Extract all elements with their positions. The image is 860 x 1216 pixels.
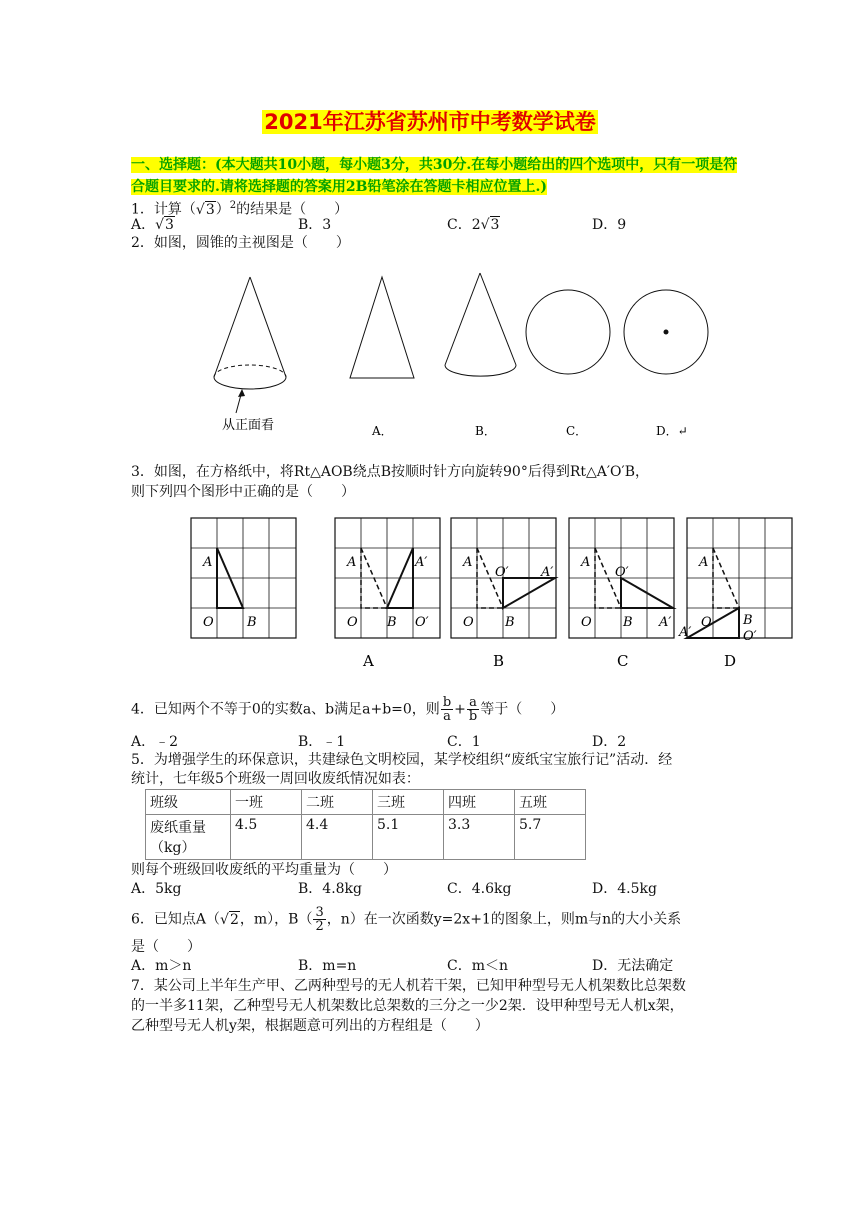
question-5-line2: 统计，七年级5个班级一周回收废纸情况如表： xyxy=(131,771,420,787)
q4-option-a: A．﹣2 xyxy=(131,734,179,750)
table-cell: 班级 xyxy=(146,790,231,815)
question-3-line1: 3．如图，在方格纸中，将Rt△AOB绕点B按顺时针方向旋转90°后得到Rt△A′O′B， xyxy=(131,464,649,480)
point-b-label: B xyxy=(387,615,397,630)
q3-fig-label-b: B xyxy=(493,652,505,670)
point-a-label: A xyxy=(581,555,591,570)
point-b-label: B xyxy=(623,615,633,630)
table-cell: 3.3 xyxy=(444,815,515,860)
table-cell: 4.4 xyxy=(302,815,373,860)
point-a1-label: A′ xyxy=(541,565,554,580)
point-o1-label: O′ xyxy=(615,565,629,580)
q6-option-a: A．m＞n xyxy=(131,958,192,974)
question-7-line3: 乙种型号无人机y架，根据题意可列出的方程组是（ ） xyxy=(131,1018,489,1034)
q3-grid-figures xyxy=(185,512,795,672)
q3-figure-a xyxy=(335,518,440,638)
q3-fig-label-d: D xyxy=(724,652,737,670)
q1-option-a: A．√3 xyxy=(131,217,174,233)
option-b-cone xyxy=(445,273,516,376)
q3-figure-b xyxy=(451,518,556,638)
point-a1-label: A′ xyxy=(659,615,672,630)
fraction-a-over-b: $\frac{a}{b}$ xyxy=(468,695,478,724)
option-d-center-dot xyxy=(664,330,669,335)
point-b-label: B xyxy=(743,613,753,628)
question-6-line2: 是（ ） xyxy=(131,939,201,955)
q6-option-b: B．m=n xyxy=(298,958,357,974)
table-cell: 五班 xyxy=(515,790,586,815)
q4-option-d: D．2 xyxy=(592,734,627,750)
point-a1-label: A′ xyxy=(415,555,428,570)
section-heading: 一、选择题：(本大题共10小题，每小题3分，共30分.在每小题给出的四个选项中，只有一项是符合题目要求的.请将选择题的答案用2B铅笔涂在答题卡相应位置上.) xyxy=(131,157,738,195)
q6-option-c: C．m＜n xyxy=(447,958,509,974)
point-o1-label: O′ xyxy=(743,629,757,644)
question-5-prompt: 则每个班级回收废纸的平均重量为（ ） xyxy=(131,862,397,878)
point-b-label: B xyxy=(505,615,515,630)
q2-label-b: B． xyxy=(475,424,496,438)
question-7-line1: 7．某公司上半年生产甲、乙两种型号的无人机若干架，已知甲种型号无人机架数比总架数 xyxy=(131,978,686,994)
fraction-3-over-2: $\frac{3}{2}$ xyxy=(315,905,324,934)
table-cell: 废纸重量 （kg） xyxy=(146,815,231,860)
table-cell: 四班 xyxy=(444,790,515,815)
point-o-label: O xyxy=(701,615,712,630)
point-o-label: O xyxy=(463,615,474,630)
question-6: 6．已知点A（√2，m），B（ $\frac{3}{2}$ ，n）在一次函数y=2x+1的图象上，则m与n的大小关系 xyxy=(131,905,682,934)
waste-paper-table xyxy=(145,789,586,860)
q4-option-b: B．﹣1 xyxy=(298,734,346,750)
q6-option-d: D．无法确定 xyxy=(592,958,674,974)
point-a-label: A xyxy=(347,555,357,570)
fraction-b-over-a: $\frac{b}{a}$ xyxy=(442,695,452,724)
question-3-line2: 则下列四个图形中正确的是（ ） xyxy=(131,484,355,500)
q3-fig-label-c: C xyxy=(617,652,629,670)
q2-label-d: D．↵ xyxy=(656,424,688,438)
table-header-row xyxy=(146,790,586,815)
option-a-triangle xyxy=(350,277,414,378)
point-b-label: B xyxy=(247,615,257,630)
point-o-label: O xyxy=(203,615,214,630)
question-4: 4．已知两个不等于0的实数a、b满足a+b=0，则 $\frac{b}{a}$ + $\frac{a}{b}$ 等于（ ） xyxy=(131,695,565,724)
point-a-label: A xyxy=(699,555,709,570)
question-2: 2．如图，圆锥的主视图是（ ） xyxy=(131,235,350,251)
q3-figure-c xyxy=(569,518,674,638)
q4-option-c: C．1 xyxy=(447,734,481,750)
table-cell: 5.1 xyxy=(373,815,444,860)
view-direction-label: 从正面看 xyxy=(222,418,275,433)
q5-option-b: B．4.8kg xyxy=(298,881,362,897)
page-title: 2021年江苏省苏州市中考数学试卷 xyxy=(264,110,596,134)
q2-label-a: A． xyxy=(372,424,393,438)
q3-original-figure xyxy=(191,518,296,638)
option-c-circle xyxy=(526,290,610,374)
point-o-label: O xyxy=(347,615,358,630)
point-o1-label: O′ xyxy=(495,565,509,580)
question-5-line1: 5．为增强学生的环保意识，共建绿色文明校园，某学校组织“废纸宝宝旅行记”活动．经 xyxy=(131,752,673,768)
cone-3d xyxy=(214,277,286,413)
point-o1-label: O′ xyxy=(415,615,429,630)
table-cell: 三班 xyxy=(373,790,444,815)
q1-option-c: C．2√3 xyxy=(447,217,500,233)
table-row xyxy=(146,815,586,860)
table-cell: 4.5 xyxy=(231,815,302,860)
table-cell: 二班 xyxy=(302,790,373,815)
point-a1-label: A′ xyxy=(679,625,692,640)
q5-option-c: C．4.6kg xyxy=(447,881,512,897)
table-cell: 5.7 xyxy=(515,815,586,860)
q2-label-c: C． xyxy=(566,424,588,438)
point-a-label: A xyxy=(203,555,213,570)
question-1: 1．计算$(√3)^2$的结果是（ ） xyxy=(131,200,349,218)
q5-option-a: A．5kg xyxy=(131,881,182,897)
q3-fig-label-a: A xyxy=(363,652,374,670)
table-cell: 一班 xyxy=(231,790,302,815)
point-o-label: O xyxy=(581,615,592,630)
q2-cone-figures xyxy=(200,265,730,445)
q1-option-b: B．3 xyxy=(298,217,332,233)
q3-figure-d xyxy=(678,518,792,644)
question-7-line2: 的一半多11架，乙种型号无人机架数比总架数的三分之一少2架．设甲种型号无人机x架， xyxy=(131,998,684,1014)
q1-option-d: D．9 xyxy=(592,217,627,233)
q5-option-d: D．4.5kg xyxy=(592,881,657,897)
point-a-label: A xyxy=(463,555,473,570)
